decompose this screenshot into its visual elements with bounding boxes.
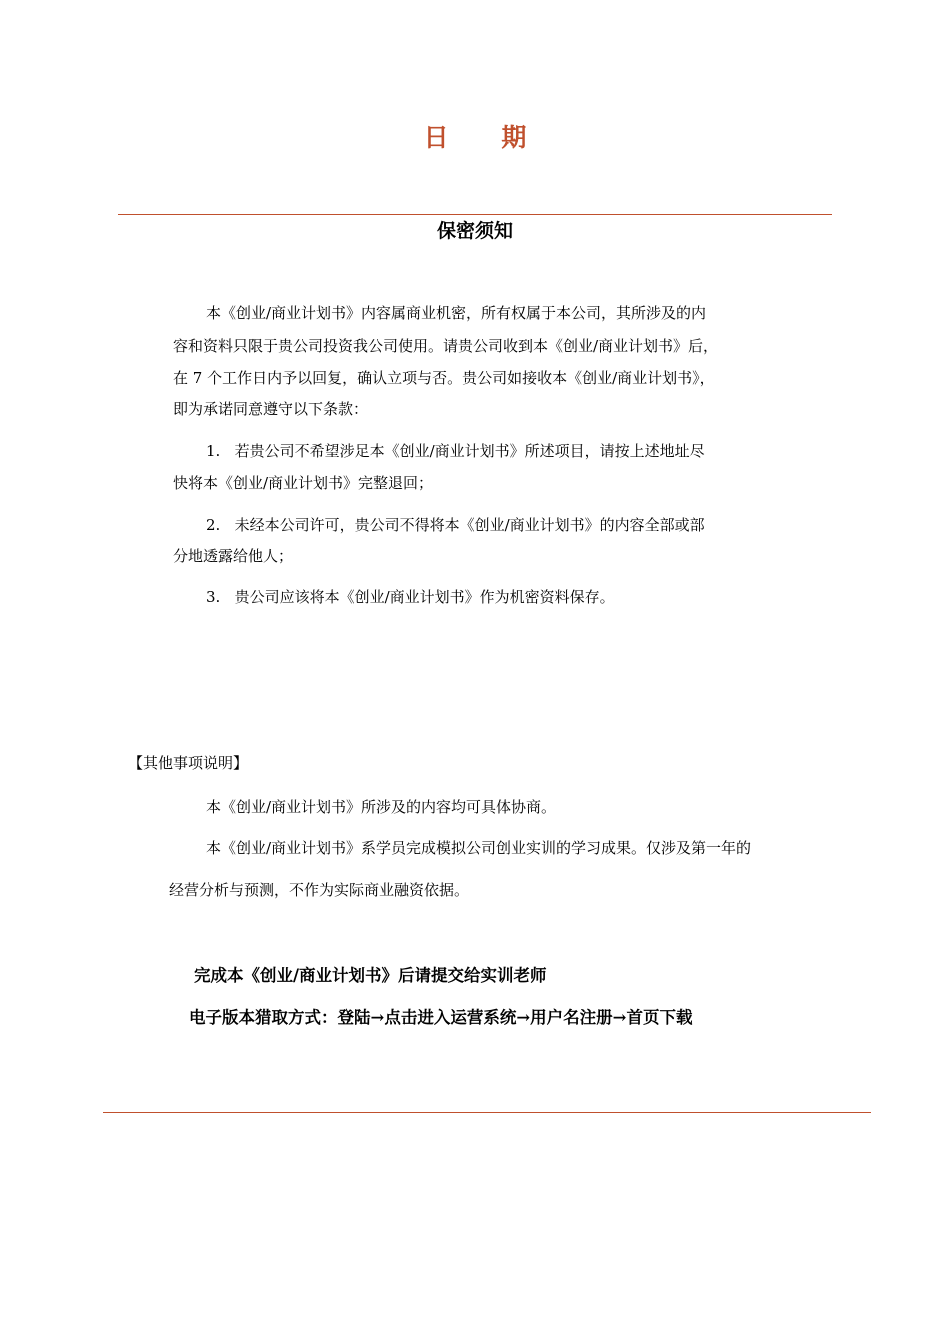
submission-instruction: 完成本《创业/商业计划书》后请提交给实训老师 <box>194 966 547 985</box>
other-notes-line-3: 经营分析与预测，不作为实际商业融资依据。 <box>169 881 470 899</box>
intro-line-2: 容和资料只限于贵公司投资我公司使用。请贵公司收到本《创业/商业计划书》后， <box>173 337 719 355</box>
clause-1-line-2: 快将本《创业/商业计划书》完整退回； <box>173 474 434 492</box>
intro-line-4: 即为承诺同意遵守以下条款： <box>173 400 369 418</box>
download-instruction: 电子版本猎取方式：登陆→点击进入运营系统→用户名注册→首页下载 <box>189 1008 693 1027</box>
clause-3-line-1: 3. 贵公司应该将本《创业/商业计划书》作为机密资料保存。 <box>206 588 615 606</box>
intro-line-3: 在 7 个工作日内予以回复，确认立项与否。贵公司如接收本《创业/商业计划书》， <box>173 369 715 387</box>
bottom-divider <box>103 1112 871 1113</box>
other-notes-line-1: 本《创业/商业计划书》所涉及的内容均可具体协商。 <box>206 798 557 816</box>
intro-line-1: 本《创业/商业计划书》内容属商业机密，所有权属于本公司，其所涉及的内 <box>206 304 707 322</box>
other-notes-heading: 【其他事项说明】 <box>128 754 249 772</box>
date-title: 日 期 <box>423 123 549 152</box>
confidentiality-title: 保密须知 <box>436 220 513 242</box>
clause-1-line-1: 1. 若贵公司不希望涉足本《创业/商业计划书》所述项目，请按上述地址尽 <box>206 442 705 460</box>
clause-2-line-2: 分地透露给他人； <box>173 547 294 565</box>
clause-2-line-1: 2. 未经本公司许可，贵公司不得将本《创业/商业计划书》的内容全部或部 <box>206 516 705 534</box>
other-notes-line-2: 本《创业/商业计划书》系学员完成模拟公司创业实训的学习成果。仅涉及第一年的 <box>206 839 752 857</box>
top-divider <box>118 214 832 215</box>
